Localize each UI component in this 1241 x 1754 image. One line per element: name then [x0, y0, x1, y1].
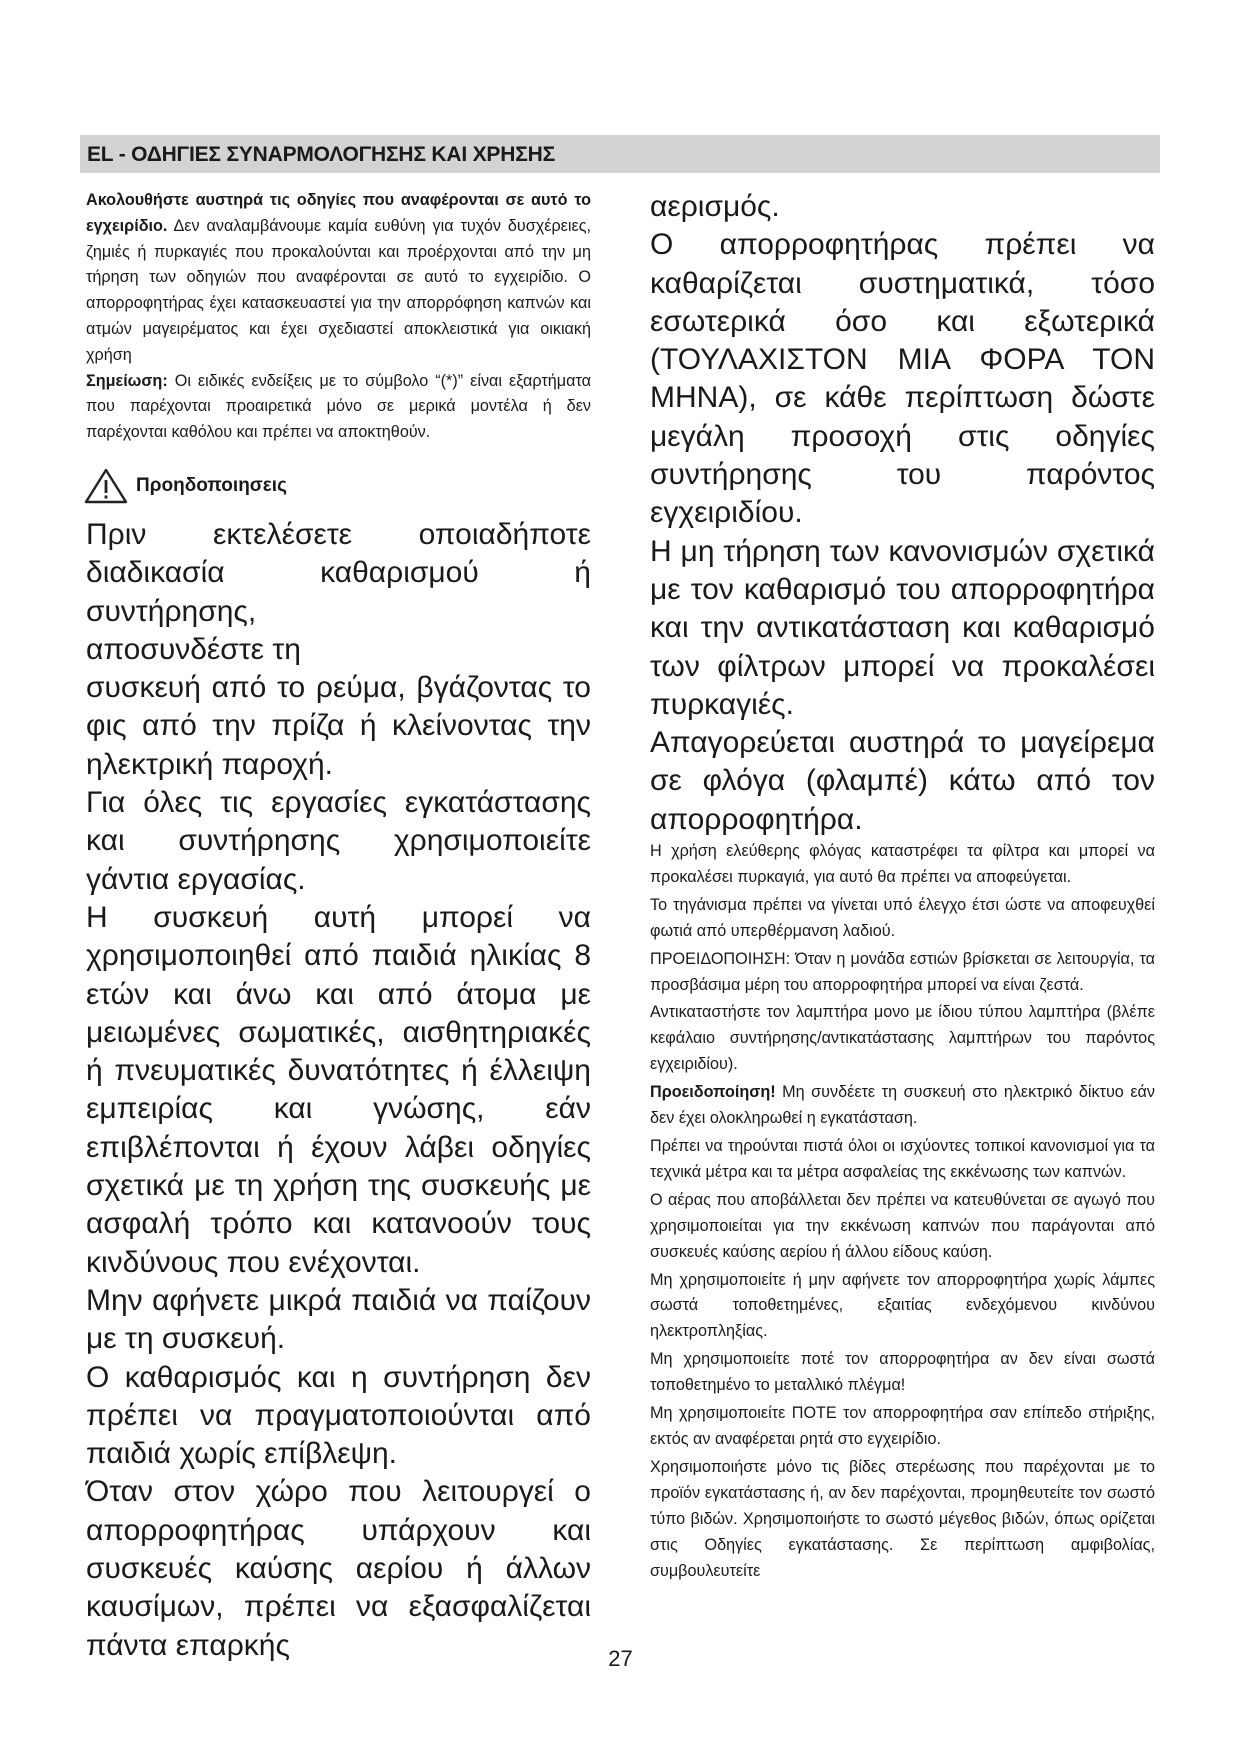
frying-paragraph: Το τηγάνισμα πρέπει να γίνεται υπό έλεγχο έτσι ώστε να αποφευχθεί φωτιά από υπερθέρμανση λαδιού.	[650, 895, 1155, 940]
intro-text: Δεν αναλαμβάνουμε καμία ευθύνη για τυχόν δυσχέρειες, ζημιές ή πυρκαγιές που προκαλούνται και προέρχονται από την μη τήρηση των οδηγιών που αναφέρονται σε αυτό το εγχειρίδιο. Ο απορροφητήρας έχει κατασκευαστεί για την απορρόφηση καπνών και ατμών μαγειρέματος και έχει σχεδιαστεί αποκλειστικά για οικιακή χρήση	[86, 216, 591, 364]
note-text: Οι ειδικές ενδείξεις με το σύμβολο “(*)” είναι εξαρτήματα που παρέχονται προαιρετικά μόνο σε μερικά μοντέλα ή δεν παρέχονται καθόλου και πρέπει να αποκτηθούν.	[86, 371, 591, 442]
left-column	[86, 188, 591, 1665]
open-flame-paragraph: Η χρήση ελεύθερης φλόγας καταστρέφει τα φίλτρα και μπορεί να προκαλέσει πυρκαγιά, για αυτό θα πρέπει να αποφεύγεται.	[650, 842, 1155, 886]
connection-warning-text: Μη συνδέετε τη συσκευή στο ηλεκτρικό δίκτυο εάν δεν έχει ολοκληρωθεί η εγκατάσταση.	[650, 1083, 1155, 1128]
section-header-bar	[80, 135, 1160, 173]
warnings-heading	[84, 466, 591, 506]
warning-ventilation-paragraph: Όταν στον χώρο που λειτουργεί ο απορροφητήρας υπάρχουν και συσκευές καύσης αερίου ή άλλων καυσίμων, πρέπει να εξασφαλίζεται πάντα επαρκής	[86, 1475, 591, 1662]
warning-disconnect-paragraph: Πριν εκτελέσετε οποιαδήποτε διαδικασία καθαρισμού ή συντήρησης,	[86, 517, 591, 628]
hot-parts-paragraph: ΠΡΟΕΙΔΟΠΟΙΗΣΗ: Όταν η μονάδα εστιών βρίσκεται σε λειτουργία, τα προσβάσιμα μέρη του απορροφητήρα μπορεί να είναι ζεστά.	[650, 949, 1155, 994]
warning-supervision-paragraph: Ο καθαρισμός και η συντήρηση δεν πρέπει να πραγματοποιούνται από παιδιά χωρίς επίβλεψη.	[86, 1360, 591, 1471]
flambe-paragraph: Απαγορεύεται αυστηρά το μαγείρεμα σε φλόγα (φλαμπέ) κάτω από τον απορροφητήρα.	[650, 726, 1155, 836]
warning-disconnect-line: αποσυνδέστε τη	[86, 632, 301, 666]
intro-paragraph	[86, 188, 591, 369]
warnings-title: Προηδοποιησεις	[136, 474, 287, 496]
fire-risk-paragraph: Η μη τήρηση των κανονισμών σχετικά με τον καθαρισμό του απορροφητήρα και την αντικατάσταση και καθαρισμό των φίλτρων μπορεί να προκαλέσει πυρκαγιές.	[650, 534, 1155, 721]
warning-triangle-icon	[84, 467, 128, 505]
lamp-replacement-paragraph: Αντικαταστήστε τον λαμπτήρα μονο με ίδιου τύπου λαμπτήρα (βλέπε κεφάλαιο συντήρησης/αντικατάστασης λαμπτήρων του παρόντος εγχειριδίου).	[650, 1003, 1155, 1074]
metal-grid-paragraph: Μη χρησιμοποιείτε ποτέ τον απορροφητήρα αν δεν είναι σωστά τοποθετημένο το μεταλλικό πλέγμα!	[650, 1350, 1155, 1395]
intro-bold-text: Ακολουθήστε αυστηρά τις οδηγίες που αναφέρονται σε αυτό το εγχειρίδιο.	[86, 191, 591, 235]
note-paragraph	[86, 369, 591, 446]
screws-paragraph: Χρησιμοποιήστε μόνο τις βίδες στερέωσης που παρέχονται με το προϊόν εγκατάστασης ή, αν δεν παρέχονται, προμηθευτείτε τον σωστό τύπο βιδών. Χρησιμοποιήστε το σωστό μέγεθος βιδών, όπως ορίζεται στις Οδηγίες εγκατάστασης. Σε περίπτωση αμφιβολίας, συμβουλευτείτε	[650, 1457, 1155, 1580]
connection-warning-paragraph	[650, 1080, 1155, 1132]
warning-gloves-paragraph: Για όλες τις εργασίες εγκατάστασης και συντήρησης χρησιμοποιείτε γάντια εργασίας.	[86, 786, 591, 896]
exhaust-air-paragraph: Ο αέρας που αποβάλλεται δεν πρέπει να κατευθύνεται σε αγωγό που χρησιμοποιείται για την εκκένωση καπνών που παράγονται από συσκευές καύσης αερίου ή άλλου είδους καύση.	[650, 1190, 1155, 1261]
support-surface-paragraph: Μη χρησιμοποιείτε ΠΟΤΕ τον απορροφητήρα σαν επίπεδο στήριξης, εκτός αν αναφέρεται ρητά στο εγχειρίδιο.	[650, 1404, 1155, 1448]
ventilation-continuation: αερισμός.	[650, 190, 780, 223]
regulations-paragraph: Πρέπει να τηρούνται πιστά όλοι οι ισχύοντες τοπικοί κανονισμοί για τα τεχνικά μέτρα και τα μέτρα ασφαλείας της εκκένωσης των καπνών.	[650, 1137, 1155, 1181]
cleaning-paragraph: Ο απορροφητήρας πρέπει να καθαρίζεται συστηματικά, τόσο εσωτερικά όσο και εξωτερικά (ΤΟΥΛΑΧΙΣΤΟΝ ΜΙΑ ΦΟΡΑ ΤΟΝ ΜΗΝΑ), σε κάθε περίπτωση δώστε μεγάλη προσοχή στις οδηγίες συντήρησης του παρόντος εγχειριδίου.	[650, 228, 1155, 530]
warning-play-paragraph: Μην αφήνετε μικρά παιδιά να παίζουν με τη συσκευή.	[86, 1283, 591, 1356]
right-column	[650, 188, 1155, 1586]
warning-plug-paragraph: συσκευή από το ρεύμα, βγάζοντας το φις από την πρίζα ή κλείνοντας την ηλεκτρική παροχή.	[86, 671, 591, 781]
section-title: EL - ΟΔΗΓΙΕΣ ΣΥΝΑΡΜΟΛΟΓΗΣΗΣ ΚΑΙ ΧΡΗΣΗΣ	[87, 143, 555, 166]
page-number: 27	[608, 1646, 633, 1671]
note-label: Σημείωση:	[86, 371, 168, 390]
connection-warning-label: Προειδοποίηση!	[650, 1083, 776, 1102]
warning-children-paragraph: Η συσκευή αυτή μπορεί να χρησιμοποιηθεί από παιδιά ηλικίας 8 ετών και άνω και από άτομα με μειωμένες σωματικές, αισθητηριακές ή πνευματικές δυνατότητες ή έλλειψη εμπειρίας και γνώσης, εάν επιβλέπονται ή έχουν λάβει οδηγίες σχετικά με τη χρήση της συσκευής με ασφαλή τρόπο και κατανοούν τους κινδύνους που ενέχονται.	[86, 900, 591, 1279]
lamps-paragraph: Μη χρησιμοποιείτε ή μην αφήνετε τον απορροφητήρα χωρίς λάμπες σωστά τοποθετημένες, εξαιτίας ενδεχόμενου κινδύνου ηλεκτροπληξίας.	[650, 1270, 1155, 1341]
